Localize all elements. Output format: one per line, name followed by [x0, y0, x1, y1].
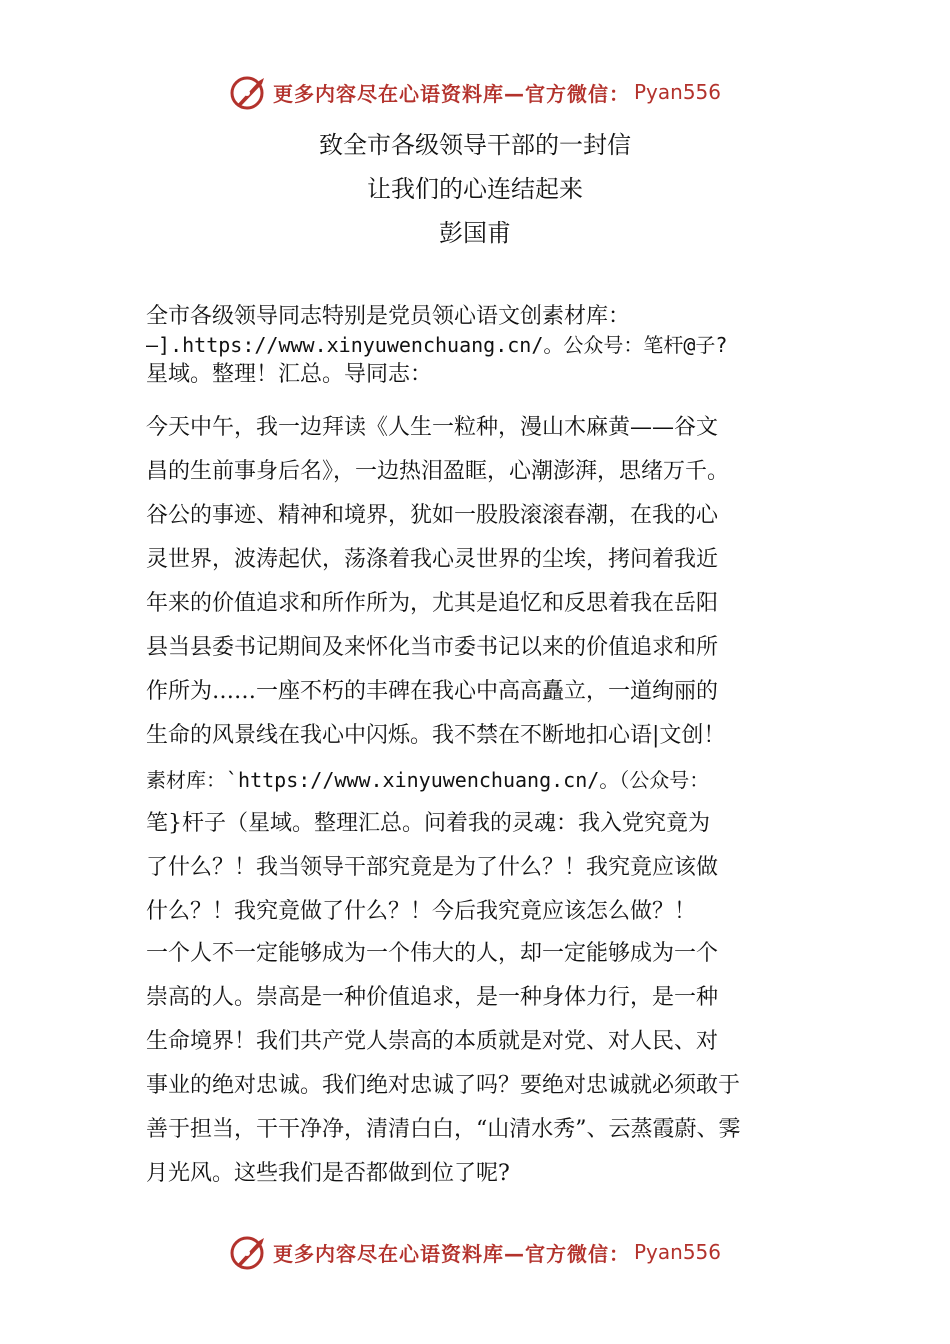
text-line: 月光风。这些我们是否都做到位了呢?: [146, 1161, 510, 1186]
salutation-line: 全市各级领导同志特别是党员领心语文创素材库：: [146, 304, 631, 329]
footer-banner: [0, 1230, 950, 1274]
pen-nib-circle-logo-icon: [229, 1232, 269, 1272]
text-line: 崇高的人。崇高是一种价值追求，是一种身体力行，是一种: [146, 985, 719, 1010]
text-line: 了什么？！我当领导干部究竟是为了什么？！我究竟应该做: [146, 855, 719, 880]
text-line: 善于担当，干干净净，清清白白，“山清水秀”、云蒸霞蔚、霁: [146, 1117, 741, 1142]
text-line: 素材库：`https://www.xinyuwenchuang.cn/。（公众号：: [146, 768, 710, 792]
document-subtitle: 让我们的心连结起来: [367, 175, 583, 203]
document-title: 致全市各级领导干部的一封信: [319, 131, 631, 159]
text-line: 一个人不一定能够成为一个伟大的人，却一定能够成为一个: [146, 941, 719, 966]
text-line: 灵世界，波涛起伏，荡涤着我心灵世界的尘埃，拷问着我近: [146, 547, 719, 572]
text-line: 生命境界！我们共产党人崇高的本质就是对党、对人民、对: [146, 1029, 719, 1054]
banner-text: 更多内容尽在心语资料库—官方微信：: [272, 81, 630, 106]
banner-wechat-handle: Pyan556: [633, 80, 721, 104]
pen-nib-circle-logo-icon: [229, 72, 269, 112]
text-line: 今天中午，我一边拜读《人生一粒种，漫山木麻黄——谷文: [146, 415, 719, 440]
text-line: 事业的绝对忠诚。我们绝对忠诚了吗？要绝对忠诚就必须敢于: [146, 1073, 741, 1098]
paragraph-2: [146, 932, 836, 1196]
salutation-line: —].https://www.xinyuwenchuang.cn/。公众号：笔杆@子?: [146, 333, 728, 357]
text-line: 作所为……一座不朽的丰碑在我心中高高矗立，一道绚丽的: [146, 679, 719, 704]
text-line: 谷公的事迹、精神和境界，犹如一股股滚滚春潮，在我的心: [146, 503, 719, 528]
text-line: 县当县委书记期间及来怀化当市委书记以来的价值追求和所: [146, 635, 719, 660]
banner-text: 更多内容尽在心语资料库—官方微信：: [272, 1241, 630, 1266]
text-line: 什么？！我究竟做了什么？！今后我究竟应该怎么做？！: [146, 899, 697, 924]
text-line: 昌的生前事身后名》，一边热泪盈眶，心潮澎湃，思绪万千。: [146, 459, 730, 484]
salutation-block: [146, 302, 836, 389]
document-author: 彭国甫: [439, 219, 511, 247]
header-banner: [0, 70, 950, 114]
salutation-line: 星域。整理！汇总。导同志：: [146, 362, 433, 387]
text-line: 生命的风景线在我心中闪烁。我不禁在不断地扣心语|文创！: [146, 723, 726, 748]
text-line: 年来的价值追求和所作所为，尤其是追忆和反思着我在岳阳: [146, 591, 719, 616]
text-line: 笔}杆子（星域。整理汇总。问着我的灵魂：我入党究竟为: [146, 811, 710, 836]
paragraph-1: [146, 406, 836, 934]
banner-wechat-handle: Pyan556: [633, 1240, 721, 1264]
